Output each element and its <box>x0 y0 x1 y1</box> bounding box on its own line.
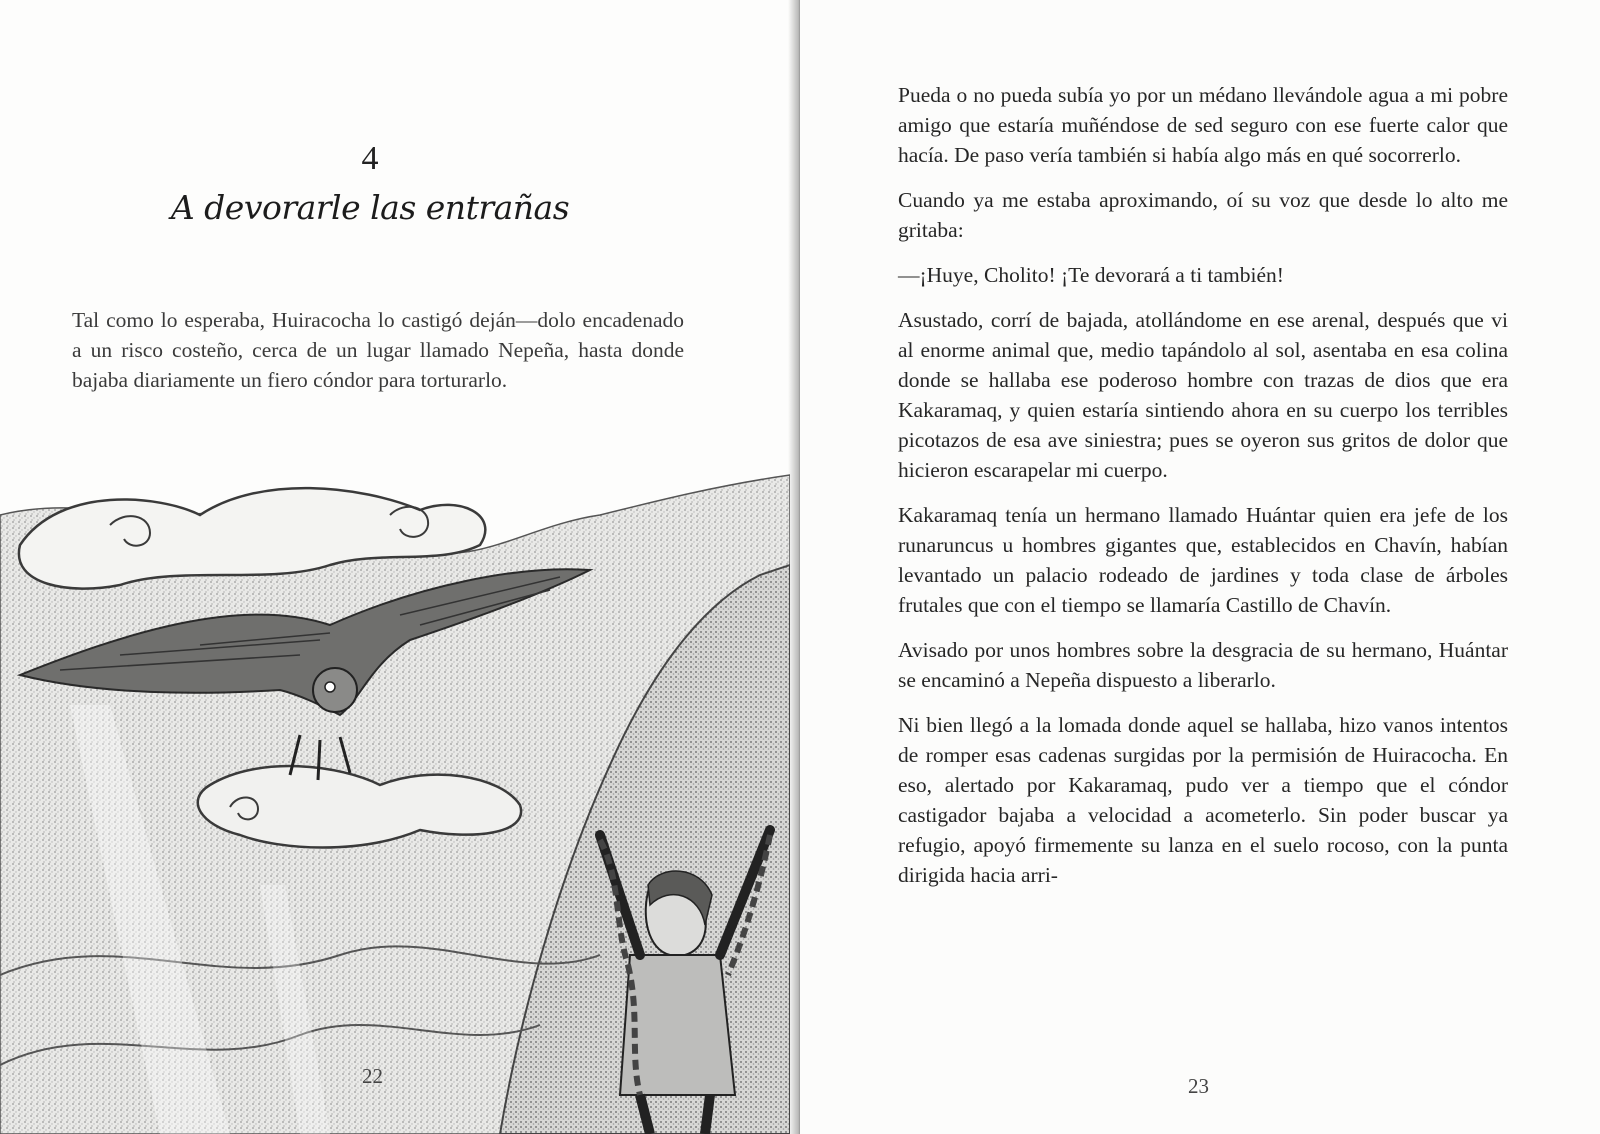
condor-illustration <box>0 455 790 1134</box>
chapter-number: 4 <box>361 140 379 177</box>
right-paragraph: Asustado, corrí de bajada, atollándome en ese arenal, después que vi al enorme animal que, medio tapándolo al sol, asentaba en esa colina donde se hallaba ese poderoso hombre con trazas de dios que era Kakaramaq, y quien estaría sintiendo ahora en su cuerpo los terribles picotazos de esa ave siniestra; pues se oyeron sus gritos de dolor que hicieron escarapelar mi cuerpo. <box>898 308 1508 482</box>
right-paragraph: Cuando ya me estaba aproximando, oí su voz que desde lo alto me gritaba: <box>898 188 1508 242</box>
page-number-right: 23 <box>1188 1074 1209 1098</box>
right-paragraph: Pueda o no pueda subía yo por un médano llevándole agua a mi pobre amigo que estaría muñéndose de sed seguro con ese fuerte calor que hacía. De paso vería también si había algo más en qué socorrerlo. <box>898 83 1508 167</box>
cloud-shape <box>198 766 521 847</box>
right-paragraph: Ni bien llegó a la lomada donde aquel se hallaba, hizo vanos intentos de romper esas cadenas surgidas por la permisión de Huiracocha. En eso, alertado por Kakaramaq, pudo ver a tiempo que el cóndor castigador bajaba a velocidad a acometerlo. Sin poder buscar ya refugio, apoyó firmemente su lanza en el suelo rocoso, con la punta dirigida hacia arri- <box>898 713 1508 887</box>
left-paragraph: Tal como lo esperaba, Huiracocha lo castigó deján—dolo encadenado a un risco costeño, cerca de un lugar llamado Nepeña, hasta donde bajaba diariamente un fiero cóndor para torturarlo. <box>72 308 684 392</box>
right-page <box>800 0 1600 1134</box>
right-text-block <box>898 80 1508 905</box>
right-paragraph: Avisado por unos hombres sobre la desgracia de su hermano, Huántar se encaminó a Nepeña dispuesto a liberarlo. <box>898 638 1508 692</box>
right-paragraph: Kakaramaq tenía un hermano llamado Huántar quien era jefe de los runaruncus u hombres gigantes que, establecidos en Chavín, habían levantado un palacio rodeado de jardines y toda clase de árboles frutales que con el tiempo se llamaría Castillo de Chavín. <box>898 503 1508 617</box>
page-number-left: 22 <box>362 1064 383 1088</box>
right-paragraph: —¡Huye, Cholito! ¡Te devorará a ti también! <box>898 263 1284 287</box>
chapter-title: A devorarle las entrañas <box>170 188 570 227</box>
